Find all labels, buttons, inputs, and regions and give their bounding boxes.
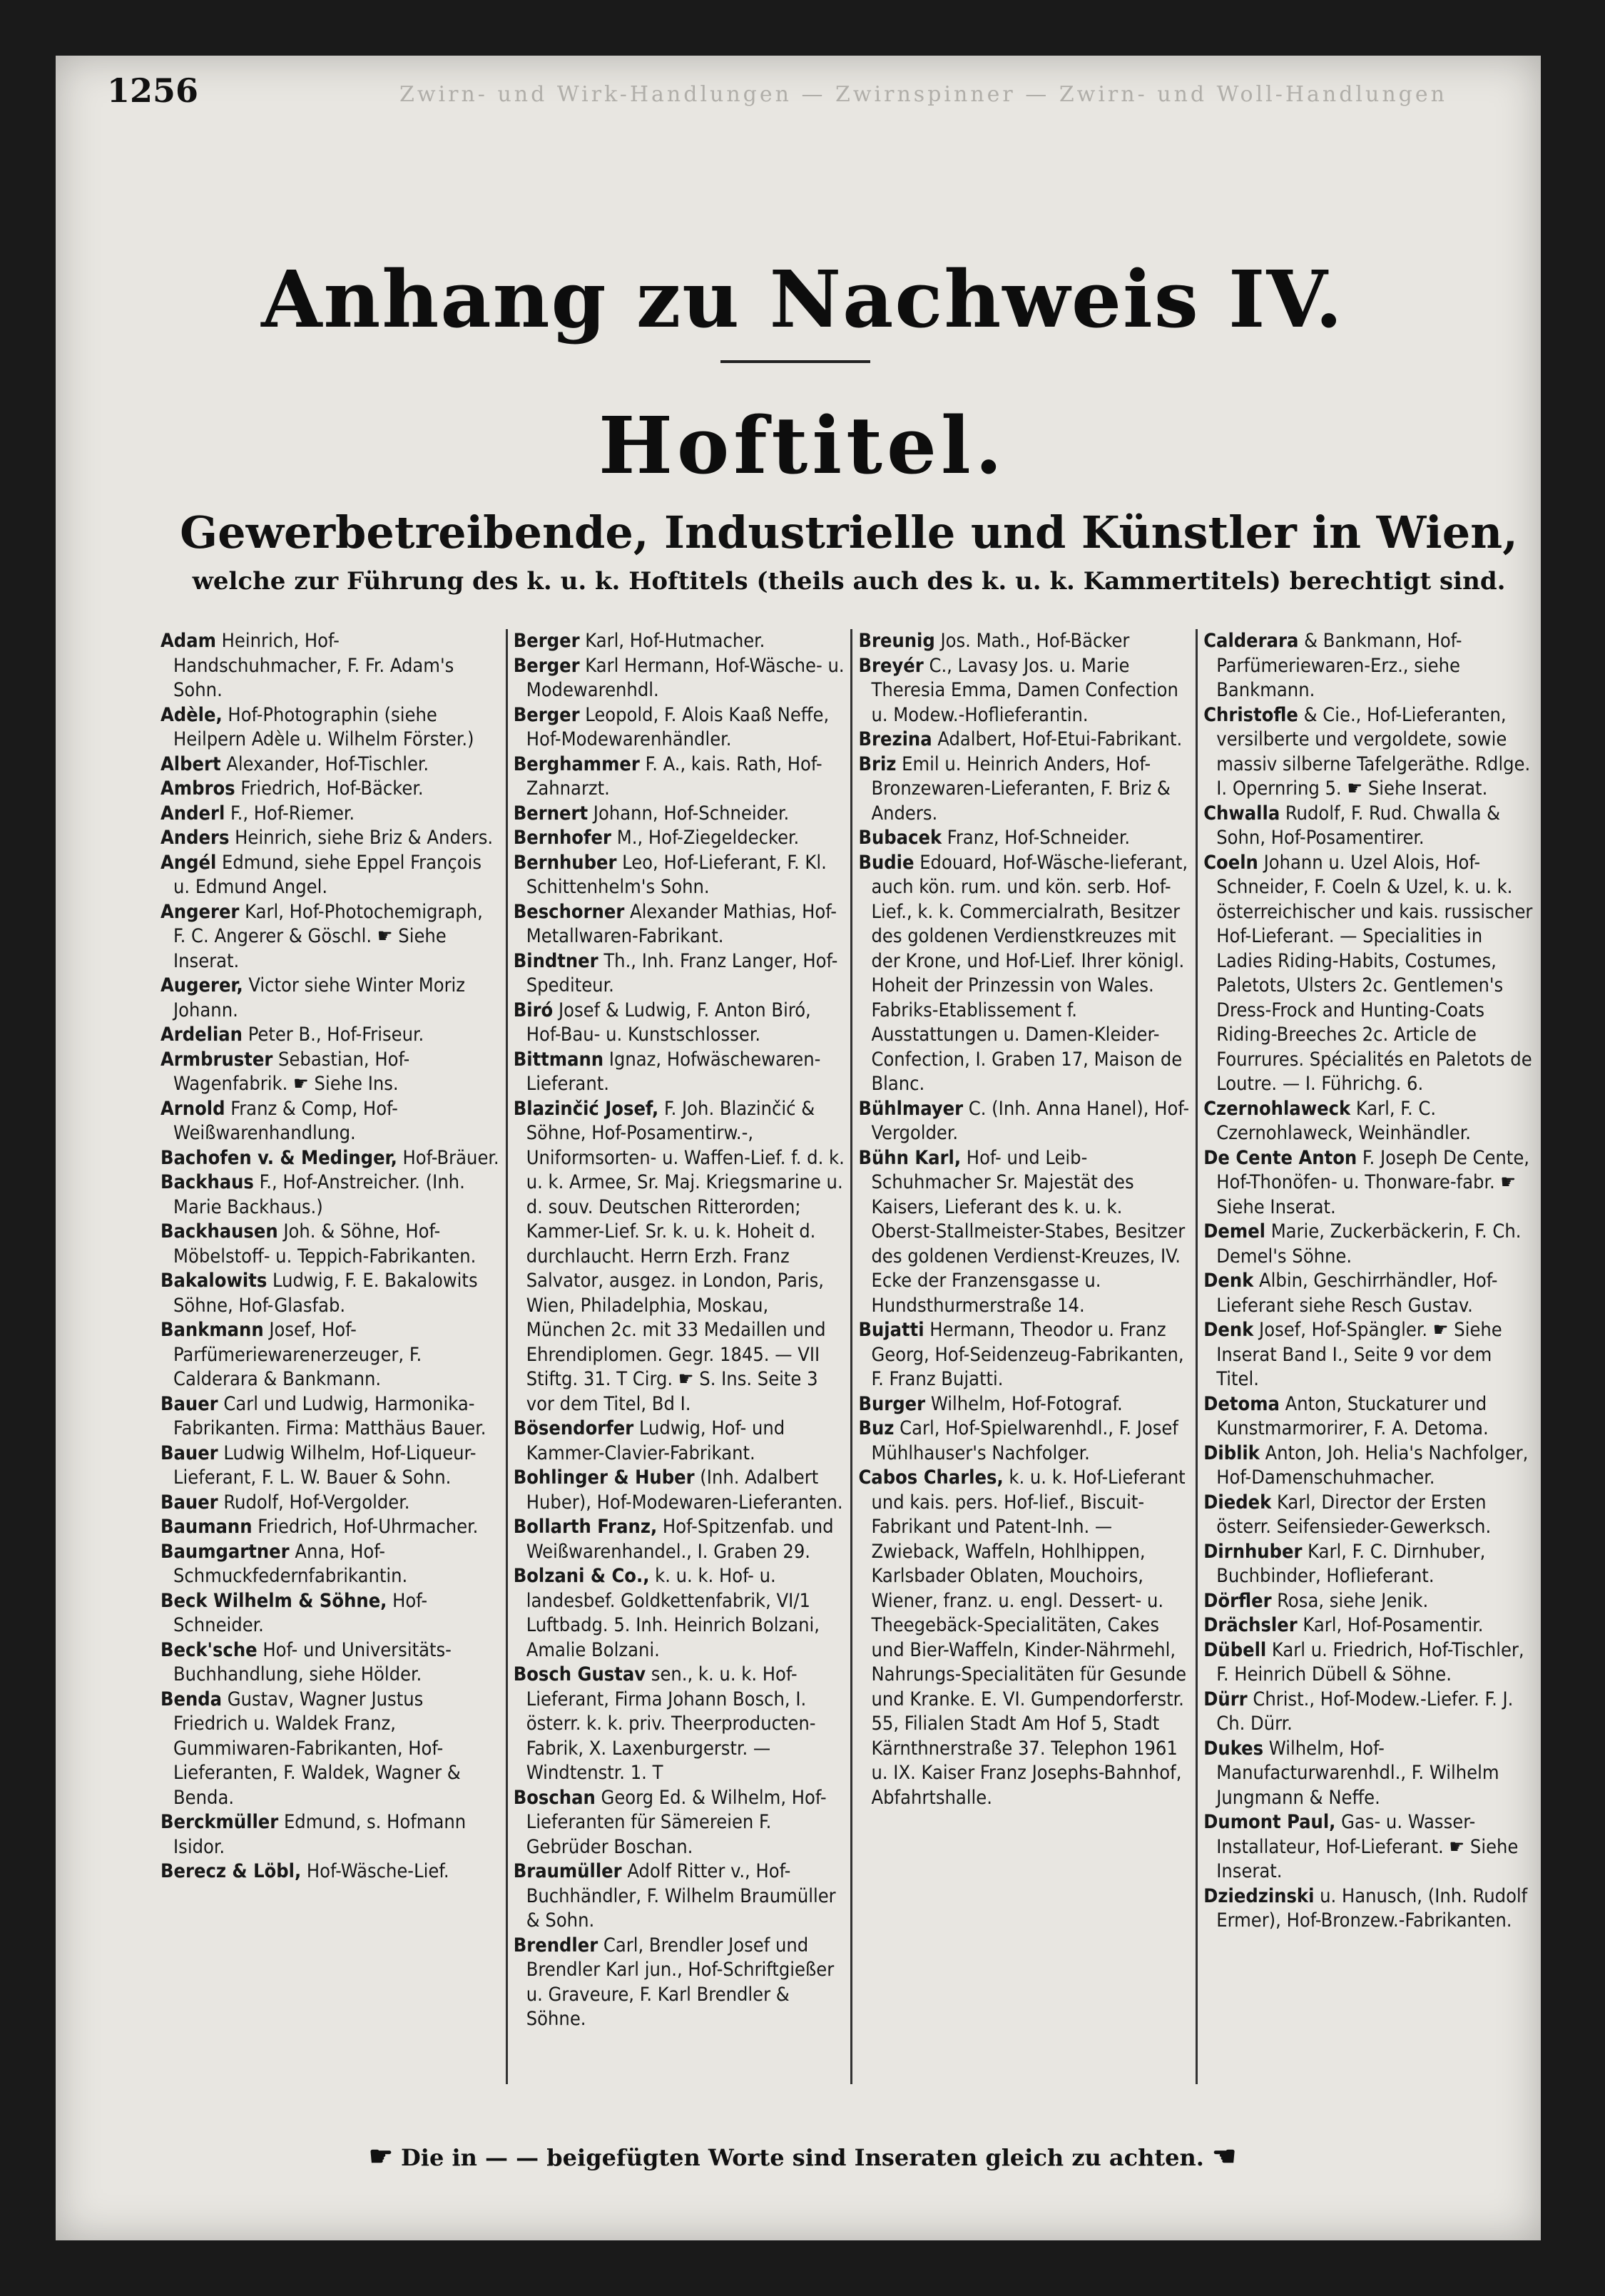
entry-details: C., Lavasy Jos. u. Marie Theresia Emma, Damen Confection u. Modew.-Hoflieferantin. [871, 654, 1178, 726]
directory-entry [1203, 1146, 1535, 1220]
entry-details: Johann, Hof-Schneider. [588, 802, 790, 825]
entry-details: Johann u. Uzel Alois, Hof-Schneider, F. Coeln & Uzel, k. u. k. österreichischer und kais. russischer Hof-Lieferant. — Specialities in Ladies Riding-Habits, Costumes, Paletots, Ulsters 2c. Gentlemen's Dress-Frock and Hunting-Coats Riding-Breeches 2c. Article de Fourrures. Spécialités en Paletots de Loutre. — I. Führichg. 6. [1216, 851, 1533, 1095]
entry-name: Drächsler [1203, 1614, 1298, 1636]
entry-details: F. Joseph De Cente, Hof-Thonöfen- u. Thonware-fabr. ☛ Siehe Inserat. [1216, 1146, 1529, 1218]
entry-name: Dübell [1203, 1638, 1267, 1661]
entry-name: Cabos Charles, [858, 1466, 1004, 1489]
directory-entry [514, 802, 845, 827]
entry-details: Hof-Photographin (siehe Heilpern Adèle u. Wilhelm Förster.) [173, 703, 474, 750]
entry-name: Budie [858, 851, 914, 874]
directory-entry [514, 1048, 845, 1097]
directory-entry [858, 826, 1190, 851]
directory-entry [1203, 1613, 1535, 1638]
directory-entry [514, 851, 845, 900]
entry-details: Josef, Hof-Parfümeriewarenerzeuger, F. Calderara & Bankmann. [173, 1319, 422, 1390]
entry-name: Berger [513, 703, 580, 726]
entry-name: Angerer [160, 900, 240, 923]
entry-name: Bühn Karl, [858, 1146, 962, 1169]
entry-details: Wilhelm, Hof-Manufacturwarenhdl., F. Wilhelm Jungmann & Neffe. [1216, 1737, 1499, 1809]
directory-columns [160, 629, 1541, 2084]
entry-name: Benda [160, 1688, 223, 1710]
directory-entry [858, 1146, 1190, 1319]
entry-details: F. A., kais. Rath, Hof-Zahnarzt. [526, 752, 822, 800]
entry-name: Adèle, [160, 703, 223, 726]
entry-name: Dirnhuber [1203, 1540, 1303, 1563]
entry-details: Gustav, Wagner Justus Friedrich u. Waldek Franz, Gummiwaren-Fabrikanten, Hof-Lieferanten, F. Waldek, Wagner & Benda. [173, 1688, 461, 1809]
entry-name: Bosch Gustav [513, 1663, 646, 1685]
directory-entry [858, 1318, 1190, 1392]
directory-entry [858, 1392, 1190, 1417]
directory-entry [1203, 1442, 1535, 1491]
entry-details: Anton, Joh. Helia's Nachfolger, Hof-Damenschuhmacher. [1216, 1442, 1529, 1489]
entry-details: Ludwig Wilhelm, Hof-Liqueur-Lieferant, F. L. W. Bauer & Sohn. [173, 1442, 477, 1489]
directory-entry [1203, 1491, 1535, 1540]
section-description: welche zur Führung des k. u. k. Hoftitels (theils auch des k. u. k. Kammertitels) berechtigt sind. [192, 567, 1506, 596]
entry-name: Dumont Paul, [1203, 1811, 1336, 1833]
directory-entry [858, 752, 1190, 827]
entry-details: sen., k. u. k. Hof-Lieferant, Firma Johann Bosch, I. österr. k. k. priv. Theerproducten-Fabrik, X. Laxenburgerstr. — Windtenstr. 1. T [526, 1663, 816, 1784]
entry-details: Albin, Geschirrhändler, Hof-Lieferant siehe Resch Gustav. [1216, 1270, 1498, 1317]
entry-name: Bauer [160, 1491, 218, 1514]
entry-name: Bauer [160, 1392, 218, 1415]
entry-name: Augerer, [160, 974, 243, 996]
entry-name: Bolzani & Co., [513, 1565, 650, 1587]
entry-details: Karl Hermann, Hof-Wäsche- u. Modewarenhdl. [526, 654, 845, 701]
entry-details: F., Hof-Riemer. [225, 802, 355, 825]
entry-details: Adolf Ritter v., Hof-Buchhändler, F. Wilhelm Braumüller & Sohn. [526, 1860, 836, 1932]
entry-details: Edouard, Hof-Wäsche-lieferant, auch kön. rum. und kön. serb. Hof-Lief., k. k. Commercialrath, Besitzer des goldenen Verdienstkreuzes mit der Krone, und Hof-Lief. Ihrer königl. Hoheit der Prinzessin von Wales. Fabriks-Etablissement f. Ausstattungen u. Damen-Kleider-Confection, I. Graben 17, Maison de Blanc. [871, 851, 1188, 1095]
entry-name: Bollarth Franz, [513, 1516, 658, 1538]
entry-name: Albert [160, 752, 221, 775]
entry-name: Coeln [1203, 851, 1258, 874]
entry-details: Christ., Hof-Modew.-Liefer. F. J. Ch. Dürr. [1216, 1688, 1514, 1735]
entry-name: Armbruster [160, 1048, 273, 1071]
entry-name: Diblik [1203, 1442, 1260, 1464]
entry-details: Franz, Hof-Schneider. [942, 827, 1131, 849]
entry-details: Ignaz, Hofwäschewaren-Lieferant. [526, 1048, 821, 1095]
directory-entry [160, 1589, 500, 1638]
entry-details: M., Hof-Ziegeldecker. [611, 827, 800, 849]
entry-name: Ardelian [160, 1024, 243, 1046]
entry-details: Carl, Hof-Spielwarenhdl., F. Josef Mühlhauser's Nachfolger. [871, 1417, 1178, 1464]
section-title: Hoftitel. [598, 399, 1007, 491]
directory-entry [514, 1417, 845, 1466]
entry-name: Breyér [858, 654, 924, 677]
directory-entry [514, 949, 845, 999]
directory-entry [160, 1491, 500, 1516]
entry-name: Bernhofer [513, 827, 612, 849]
entry-details: Friedrich, Hof-Uhrmacher. [252, 1516, 479, 1538]
directory-entry [160, 777, 500, 802]
entry-details: Edmund, siehe Eppel François u. Edmund Angel. [173, 851, 482, 898]
entry-details: Hof-Wäsche-Lief. [301, 1860, 449, 1882]
directory-entry [514, 752, 845, 802]
directory-entry [514, 1097, 845, 1417]
directory-entry [160, 1638, 500, 1688]
entry-details: Hof-Bräuer. [397, 1146, 499, 1169]
directory-entry [1203, 1269, 1535, 1318]
entry-details: Rudolf, Hof-Vergolder. [218, 1491, 410, 1514]
directory-entry [160, 1810, 500, 1859]
entry-details: & Cie., Hof-Lieferanten, versilberte und vergoldete, sowie massiv silberne Tafelgeräthe. Rdlge. I. Opernring 5. ☛ Siehe Inserat. [1216, 703, 1531, 800]
directory-entry [858, 1466, 1190, 1810]
column-3 [850, 629, 1196, 2084]
entry-name: Breunig [858, 630, 935, 652]
entry-details: Hof-Spitzenfab. und Weißwarenhandel., I. Graben 29. [526, 1516, 834, 1563]
entry-name: Berckmüller [160, 1811, 279, 1833]
entry-details: Hof- und Universitäts-Buchhandlung, siehe Hölder. [173, 1638, 452, 1685]
page-number: 1256 [107, 71, 199, 110]
entry-details: Wilhelm, Hof-Fotograf. [925, 1392, 1123, 1415]
directory-entry [1203, 1318, 1535, 1392]
entry-name: Ambros [160, 777, 235, 800]
entry-details: u. Hanusch, (Inh. Rudolf Ermer), Hof-Bronzew.-Fabrikanten. [1216, 1884, 1528, 1932]
directory-entry [160, 900, 500, 974]
entry-name: Denk [1203, 1270, 1254, 1292]
directory-entry [858, 629, 1190, 654]
entry-name: Bubacek [858, 827, 942, 849]
entry-details: Gas- u. Wasser-Installateur, Hof-Lieferant. ☛ Siehe Inserat. [1216, 1811, 1519, 1882]
directory-entry [160, 1392, 500, 1442]
entry-name: Detoma [1203, 1392, 1280, 1415]
entry-name: Bernhuber [513, 851, 617, 874]
directory-entry [160, 1023, 500, 1048]
column-2 [506, 629, 851, 2084]
entry-name: Bujatti [858, 1319, 924, 1341]
directory-entry [1203, 1392, 1535, 1442]
entry-details: Karl, Hof-Hutmacher. [579, 630, 765, 652]
entry-name: Blazinčić Josef, [513, 1097, 659, 1120]
directory-entry [160, 1688, 500, 1811]
entry-details: Joh. & Söhne, Hof-Möbelstoff- u. Teppich-Fabrikanten. [173, 1220, 477, 1267]
directory-entry [1203, 802, 1535, 851]
column-4 [1196, 629, 1541, 2084]
entry-details: F. Joh. Blazinčić & Söhne, Hof-Posamentirw.-, Uniformsorten- u. Waffen-Lief. f. d. k. u. k. Armee, Sr. Maj. Kriegsmarine u. d. souv. Deutschen Ritterorden; Kammer-Lief. Sr. k. u. k. Hoheit d. durchlaucht. Herrn Erzh. Franz Salvator, ausgez. in London, Paris, Wien, Philadelphia, Moskau, München 2c. mit 33 Medaillen und Ehrendiplomen. Gegr. 1845. — VII Stiftg. 31. T Cirg. ☛ S. Ins. Seite 3 vor dem Titel, Bd I. [526, 1097, 845, 1415]
entry-name: Arnold [160, 1097, 225, 1120]
directory-entry [858, 654, 1190, 728]
entry-details: Sebastian, Hof-Wagenfabrik. ☛ Siehe Ins. [173, 1048, 410, 1095]
directory-entry [1203, 1220, 1535, 1269]
entry-name: Baumann [160, 1516, 253, 1538]
directory-entry [160, 1097, 500, 1146]
entry-details: Rudolf, F. Rud. Chwalla & Sohn, Hof-Posamentirer. [1216, 802, 1501, 849]
entry-name: Chwalla [1203, 802, 1280, 825]
directory-entry [1203, 1097, 1535, 1146]
entry-details: Carl und Ludwig, Harmonika-Fabrikanten. Firma: Matthäus Bauer. [173, 1392, 486, 1439]
directory-entry [514, 1466, 845, 1515]
directory-entry [160, 1220, 500, 1269]
entry-details: Josef, Hof-Spängler. ☛ Siehe Inserat Band I., Seite 9 vor dem Titel. [1216, 1319, 1502, 1390]
entry-name: Burger [858, 1392, 926, 1415]
directory-entry [514, 999, 845, 1048]
entry-details: F., Hof-Anstreicher. (Inh. Marie Backhaus.) [173, 1171, 465, 1218]
entry-name: Anders [160, 827, 230, 849]
directory-entry [514, 1786, 845, 1860]
entry-name: Briz [858, 752, 897, 775]
entry-details: Franz & Comp, Hof-Weißwarenhandlung. [173, 1097, 398, 1144]
entry-name: Bösendorfer [513, 1417, 634, 1439]
entry-name: Berecz & Löbl, [160, 1860, 302, 1882]
directory-entry [1203, 1688, 1535, 1737]
entry-details: Hof-Schneider. [173, 1589, 428, 1636]
entry-name: Bernert [513, 802, 588, 825]
entry-name: Bachofen v. & Medinger, [160, 1146, 397, 1169]
directory-entry [160, 1442, 500, 1491]
entry-details: Karl, Hof-Photochemigraph, F. C. Angerer & Göschl. ☛ Siehe Inserat. [173, 900, 483, 972]
entry-name: Buz [858, 1417, 895, 1439]
entry-details: Leopold, F. Alois Kaaß Neffe, Hof-Modewarenhändler. [526, 703, 830, 750]
directory-entry [160, 703, 500, 752]
entry-name: Dziedzinski [1203, 1884, 1315, 1907]
entry-name: Denk [1203, 1319, 1254, 1341]
entry-details: Heinrich, siehe Briz & Anders. [229, 827, 494, 849]
entry-details: Hermann, Theodor u. Franz Georg, Hof-Seidenzeug-Fabrikanten, F. Franz Bujatti. [871, 1319, 1184, 1390]
bleed-through-header: Zwirn- und Wirk-Handlungen — Zwirnspinner — Zwirn- und Woll-Handlungen [399, 82, 1447, 107]
entry-details: Josef & Ludwig, F. Anton Biró, Hof-Bau- u. Kunstschlosser. [526, 999, 811, 1046]
entry-details: Emil u. Heinrich Anders, Hof-Bronzewaren-Lieferanten, F. Briz & Anders. [871, 752, 1171, 825]
entry-details: Karl, F. C. Czernohlaweck, Weinhändler. [1216, 1097, 1471, 1144]
directory-entry [858, 728, 1190, 752]
entry-details: Karl u. Friedrich, Hof-Tischler, F. Heinrich Dübell & Söhne. [1216, 1638, 1524, 1685]
entry-name: Brezina [858, 728, 932, 750]
entry-name: Dörfler [1203, 1589, 1272, 1612]
directory-entry [858, 851, 1190, 1097]
entry-name: Anderl [160, 802, 225, 825]
entry-details: Karl, Hof-Posamentir. [1297, 1614, 1484, 1636]
entry-name: Czernohlaweck [1203, 1097, 1351, 1120]
directory-entry [160, 1146, 500, 1171]
entry-name: Calderara [1203, 630, 1299, 652]
entry-name: Adam [160, 630, 216, 652]
column-1 [160, 629, 506, 2084]
entry-details: Heinrich, Hof-Handschuhmacher, F. Fr. Adam's Sohn. [173, 630, 454, 701]
entry-name: Bauer [160, 1442, 218, 1464]
entry-details: Edmund, s. Hofmann Isidor. [173, 1811, 467, 1858]
entry-details: Ludwig, Hof- und Kammer-Clavier-Fabrikant. [526, 1417, 785, 1464]
entry-name: Bakalowits [160, 1270, 268, 1292]
directory-entry [1203, 1884, 1535, 1934]
entry-details: Hof- und Leib-Schuhmacher Sr. Majestät des Kaisers, Lieferant des k. u. k. Oberst-Stallmeister-Stabes, Besitzer des goldenen Verdienst-Kreuzes, IV. Ecke der Franzensgasse u. Hundsthurmerstraße 14. [871, 1146, 1186, 1317]
entry-details: Marie, Zuckerbäckerin, F. Ch. Demel's Söhne. [1216, 1220, 1522, 1267]
entry-name: Berger [513, 630, 580, 652]
directory-entry [160, 851, 500, 900]
entry-name: Backhaus [160, 1171, 254, 1193]
entry-name: Diedek [1203, 1491, 1272, 1514]
pointing-hand-icon: ☚ [1212, 2140, 1237, 2172]
entry-details: Peter B., Hof-Friseur. [242, 1024, 424, 1046]
entry-name: Berger [513, 654, 580, 677]
entry-details: Leo, Hof-Lieferant, F. Kl. Schittenhelm's Sohn. [526, 851, 827, 898]
directory-entry [514, 1663, 845, 1786]
directory-entry [1203, 851, 1535, 1097]
entry-name: De Cente Anton [1203, 1146, 1357, 1169]
entry-details: Ludwig, F. E. Bakalowits Söhne, Hof-Glasfab. [173, 1270, 478, 1317]
entry-details: Th., Inh. Franz Langer, Hof-Spediteur. [526, 949, 838, 996]
entry-name: Berghammer [513, 752, 640, 775]
directory-entry [858, 1097, 1190, 1146]
entry-details: Friedrich, Hof-Bäcker. [235, 777, 424, 800]
entry-name: Bühlmayer [858, 1097, 964, 1120]
directory-entry [160, 1540, 500, 1589]
entry-name: Bittmann [513, 1048, 604, 1071]
footer-text: Die in — — beigefügten Worte sind Inseraten gleich zu achten. [401, 2144, 1204, 2171]
entry-details: Jos. Math., Hof-Bäcker [934, 630, 1130, 652]
entry-details: k. u. k. Hof-Lieferant und kais. pers. Hof-lief., Biscuit-Fabrikant und Patent-Inh. — Zwieback, Waffeln, Hohlhippen, Karlsbader Oblaten, Mouchoirs, Wiener, franz. u. engl. Dessert- u. Theegebäck-Specialitäten, Cakes und Bier-Waffeln, Kinder-Nährmehl, Nahrungs-Specialitäten für Gesunde und Kranke. E. VI. Gumpendorferstr. 55, Filialen Stadt Am Hof 5, Stadt Kärnthnerstraße 37. Telephon 1961 u. IX. Kaiser Franz Josephs-Bahnhof, Abfahrtshalle. [871, 1466, 1187, 1809]
directory-entry [1203, 1737, 1535, 1811]
entry-name: Baumgartner [160, 1540, 290, 1563]
entry-details: C. (Inh. Anna Hanel), Hof-Vergolder. [871, 1097, 1190, 1144]
entry-details: Anna, Hof-Schmuckfedernfabrikantin. [173, 1540, 408, 1587]
entry-name: Backhausen [160, 1220, 278, 1243]
entry-details: Carl, Brendler Josef und Brendler Karl jun., Hof-Schriftgießer u. Graveure, F. Karl Brendler & Söhne. [526, 1934, 835, 2030]
entry-details: Alexander, Hof-Tischler. [220, 752, 429, 775]
entry-name: Demel [1203, 1220, 1265, 1243]
directory-entry [160, 826, 500, 851]
entry-name: Dürr [1203, 1688, 1248, 1710]
entry-name: Beck'sche [160, 1638, 258, 1661]
entry-details: & Bankmann, Hof-Parfümeriewaren-Erz., siehe Bankmann. [1216, 630, 1462, 701]
directory-entry [1203, 1589, 1535, 1614]
directory-entry [1203, 1810, 1535, 1884]
entry-details: (Inh. Adalbert Huber), Hof-Modewaren-Lieferanten. [526, 1466, 843, 1514]
directory-entry [160, 752, 500, 777]
directory-entry [160, 1515, 500, 1540]
directory-entry [514, 1515, 845, 1564]
directory-entry [514, 900, 845, 949]
entry-details: Adalbert, Hof-Etui-Fabrikant. [932, 728, 1183, 750]
entry-name: Braumüller [513, 1860, 622, 1882]
directory-entry [514, 654, 845, 703]
directory-entry [160, 1269, 500, 1318]
directory-entry [160, 802, 500, 827]
directory-entry [1203, 1540, 1535, 1589]
entry-name: Dukes [1203, 1737, 1264, 1760]
entry-details: Victor siehe Winter Moriz Johann. [173, 974, 466, 1021]
title-rule [720, 360, 870, 363]
directory-entry [514, 703, 845, 752]
directory-entry [160, 1859, 500, 1884]
entry-name: Boschan [513, 1786, 596, 1809]
directory-entry [514, 1859, 845, 1934]
entry-details: Georg Ed. & Wilhelm, Hof-Lieferanten für Sämereien F. Gebrüder Boschan. [526, 1786, 827, 1858]
entry-name: Beck Wilhelm & Söhne, [160, 1589, 387, 1612]
directory-entry [514, 1934, 845, 2032]
directory-entry [1203, 703, 1535, 802]
pointing-hand-icon: ☛ [368, 2140, 393, 2172]
section-subtitle: Gewerbetreibende, Industrielle und Künstler in Wien, [180, 506, 1518, 558]
directory-entry [160, 629, 500, 703]
directory-entry [160, 1170, 500, 1220]
directory-entry [858, 1417, 1190, 1466]
footer-note [0, 2140, 1605, 2172]
entry-details: Karl, Director der Ersten österr. Seifensieder-Gewerksch. [1216, 1491, 1492, 1538]
entry-details: Karl, F. C. Dirnhuber, Buchbinder, Hoflieferant. [1216, 1540, 1486, 1587]
entry-name: Bohlinger & Huber [513, 1466, 695, 1489]
entry-details: Anton, Stuckaturer und Kunstmarmorirer, F. A. Detoma. [1216, 1392, 1489, 1439]
entry-details: k. u. k. Hof- u. landesbef. Goldkettenfabrik, VI/1 Luftbadg. 5. Inh. Heinrich Bolzani, Amalie Bolzani. [526, 1565, 820, 1661]
directory-entry [514, 826, 845, 851]
directory-entry [1203, 1638, 1535, 1688]
entry-name: Angél [160, 851, 217, 874]
entry-details: Rosa, siehe Jenik. [1271, 1589, 1429, 1612]
entry-name: Bankmann [160, 1319, 264, 1341]
directory-entry [160, 974, 500, 1023]
entry-details: Alexander Mathias, Hof-Metallwaren-Fabrikant. [526, 900, 837, 947]
entry-name: Bindtner [513, 949, 598, 972]
entry-name: Beschorner [513, 900, 625, 923]
directory-entry [514, 1564, 845, 1663]
entry-name: Biró [513, 999, 554, 1021]
directory-entry [514, 629, 845, 654]
directory-entry [1203, 629, 1535, 703]
directory-entry [160, 1318, 500, 1392]
entry-name: Brendler [513, 1934, 598, 1956]
entry-name: Christofle [1203, 703, 1298, 726]
page-title: Anhang zu Nachweis IV. [261, 253, 1344, 345]
directory-entry [160, 1048, 500, 1097]
